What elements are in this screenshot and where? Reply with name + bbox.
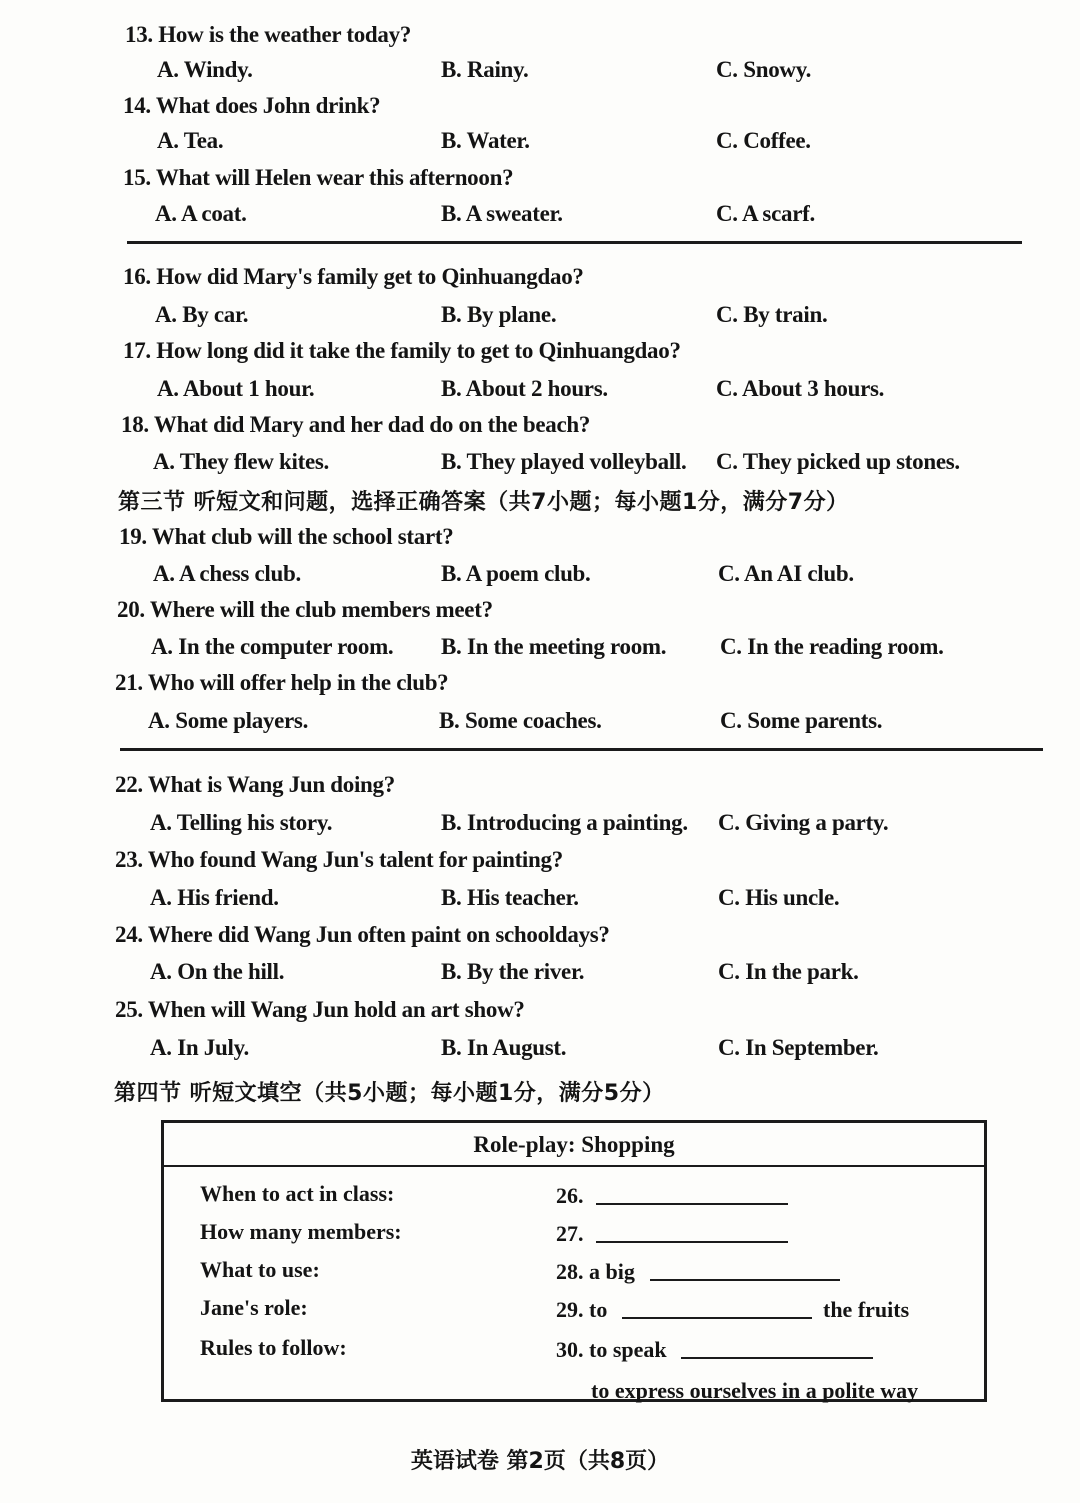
row-label: Jane's role: [200,1295,308,1320]
option-b[interactable]: B. A poem club. [441,561,591,586]
option-b[interactable]: B. By plane. [441,302,557,327]
option-a[interactable]: A. Tea. [157,128,224,153]
question-text: 22. What is Wang Jun doing? [115,772,395,797]
option-c[interactable]: C. About 3 hours. [716,376,885,401]
option-b[interactable]: B. In August. [441,1035,567,1060]
option-b[interactable]: B. Water. [441,128,530,153]
row-continuation: to express ourselves in a polite way [591,1378,919,1403]
question-text: 24. Where did Wang Jun often paint on schooldays? [115,922,610,947]
option-c[interactable]: C. In the park. [718,959,859,984]
answer-blank-29[interactable] [622,1317,812,1319]
role-play-table [161,1120,987,1402]
table-header [164,1123,984,1167]
option-b[interactable]: B. In the meeting room. [441,634,667,659]
option-c[interactable]: C. In September. [718,1035,879,1060]
question-text: 25. When will Wang Jun hold an art show? [115,997,525,1022]
question-text: 15. What will Helen wear this afternoon? [123,165,514,190]
separator-line [127,241,1022,244]
question-text: 18. What did Mary and her dad do on the beach? [121,412,591,437]
option-a[interactable]: A. Some players. [148,708,309,733]
row-suffix: the fruits [823,1297,910,1322]
option-c[interactable]: C. An AI club. [718,561,854,586]
option-a[interactable]: A. In July. [150,1035,249,1060]
row-item-number: 27. [556,1221,584,1246]
option-a[interactable]: A. Windy. [157,57,253,82]
option-b[interactable]: B. Some coaches. [439,708,602,733]
question-text: 14. What does John drink? [123,93,381,118]
option-c[interactable]: C. By train. [716,302,828,327]
option-a[interactable]: A. His friend. [150,885,279,910]
answer-blank-27[interactable] [596,1241,788,1243]
page-footer: 英语试卷 第2页（共8页） [410,1449,670,1474]
section-4-heading: 第四节 听短文填空（共5小题；每小题1分，满分5分） [114,1081,665,1106]
option-a[interactable]: A. Telling his story. [150,810,333,835]
option-c[interactable]: C. Some parents. [720,708,883,733]
row-item-number: 29. to [556,1297,608,1322]
option-b[interactable]: B. Rainy. [441,57,529,82]
question-text: 20. Where will the club members meet? [117,597,493,622]
option-b[interactable]: B. By the river. [441,959,585,984]
option-c[interactable]: C. Coffee. [716,128,811,153]
question-text: 23. Who found Wang Jun's talent for painting? [115,847,563,872]
option-c[interactable]: C. His uncle. [718,885,840,910]
option-a[interactable]: A. A coat. [155,201,247,226]
option-b[interactable]: B. About 2 hours. [441,376,608,401]
option-a[interactable]: A. A chess club. [153,561,301,586]
row-label: Rules to follow: [200,1335,347,1360]
option-c[interactable]: C. Snowy. [716,57,812,82]
answer-blank-26[interactable] [596,1203,788,1205]
answer-blank-30[interactable] [681,1357,873,1359]
section-3-heading: 第三节 听短文和问题，选择正确答案（共7小题；每小题1分，满分7分） [118,490,849,515]
option-a[interactable]: A. On the hill. [150,959,285,984]
separator-line [120,748,1043,751]
option-c[interactable]: C. In the reading room. [720,634,944,659]
row-label: What to use: [200,1257,320,1282]
row-label: When to act in class: [200,1181,395,1206]
row-item-number: 26. [556,1183,584,1208]
option-c[interactable]: C. Giving a party. [718,810,889,835]
row-label: How many members: [200,1219,402,1244]
option-b[interactable]: B. A sweater. [441,201,563,226]
option-b[interactable]: B. His teacher. [441,885,579,910]
question-text: 19. What club will the school start? [119,524,454,549]
option-c[interactable]: C. They picked up stones. [716,449,960,474]
option-c[interactable]: C. A scarf. [716,201,815,226]
question-text: 16. How did Mary's family get to Qinhuangdao? [123,264,584,289]
option-a[interactable]: A. By car. [155,302,249,327]
question-text: 13. How is the weather today? [125,22,412,47]
option-a[interactable]: A. About 1 hour. [157,376,315,401]
question-text: 21. Who will offer help in the club? [115,670,449,695]
option-a[interactable]: A. They flew kites. [153,449,329,474]
row-item-number: 30. to speak [556,1337,667,1362]
option-b[interactable]: B. They played volleyball. [441,449,687,474]
answer-blank-28[interactable] [650,1279,840,1281]
option-b[interactable]: B. Introducing a painting. [441,810,688,835]
question-text: 17. How long did it take the family to get to Qinhuangdao? [123,338,681,363]
row-item-number: 28. a big [556,1259,635,1284]
table-title: Role-play: Shopping [473,1132,675,1157]
option-a[interactable]: A. In the computer room. [151,634,394,659]
